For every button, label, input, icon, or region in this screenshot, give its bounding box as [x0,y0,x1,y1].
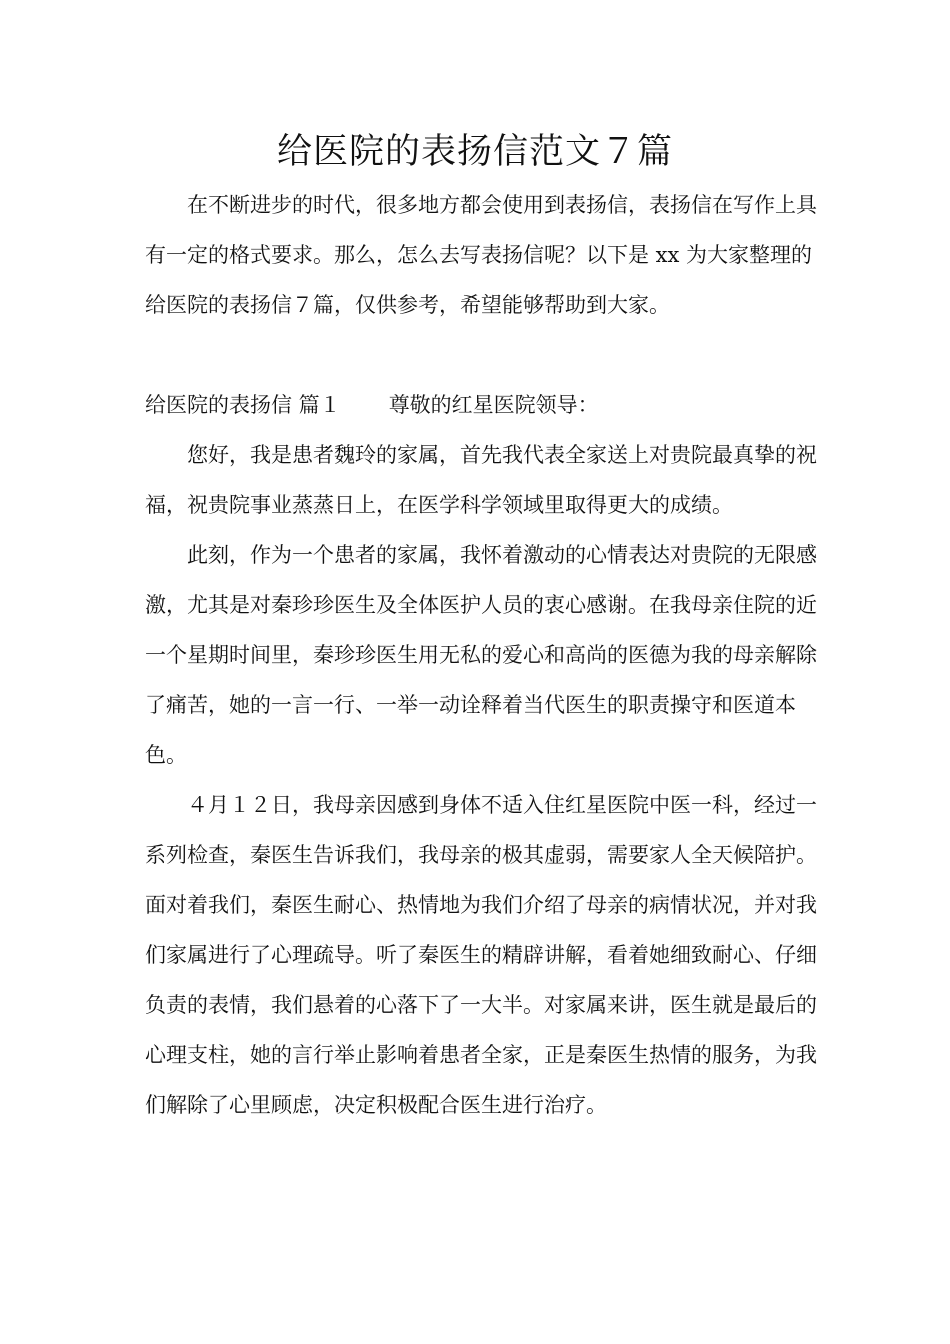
document-title: 给医院的表扬信范文７篇 [276,132,673,172]
document-body [145,180,825,1130]
body-paragraph: ４月１２日，我母亲因感到身体不适入住红星医院中医一科，经过一系列检查，秦医生告诉我们，我母亲的极其虚弱，需要家人全天候陪护。面对着我们，秦医生耐心、热情地为我们介绍了母亲的病情状况，并对我们家属进行了心理疏导。听了秦医生的精辟讲解，看着她细致耐心、仔细负责的表情，我们悬着的心落下了一大半。对家属来讲，医生就是最后的心理支柱，她的言行举止影响着患者全家，正是秦医生热情的服务，为我们解除了心里顾虑，决定积极配合医生进行治疗。 [145,793,817,1117]
body-paragraph: 此刻，作为一个患者的家属，我怀着激动的心情表达对贵院的无限感激，尤其是对秦珍珍医生及全体医护人员的衷心感谢。在我母亲住院的近一个星期时间里，秦珍珍医生用无私的爱心和高尚的医德为我的母亲解除了痛苦，她的一言一行、一举一动诠释着当代医生的职责操守和医道本色。 [145,543,817,767]
blank-line [145,330,825,380]
section-heading-line [145,380,825,430]
section-heading: 给医院的表扬信 篇１ [145,393,341,417]
intro-paragraph: 在不断进步的时代，很多地方都会使用到表扬信，表扬信在写作上具有一定的格式要求。那么，怎么去写表扬信呢？以下是 xx 为大家整理的给医院的表扬信７篇，仅供参考，希望能够帮助到大家。 [145,193,817,317]
salutation: 尊敬的红星医院领导： [388,393,599,417]
body-paragraph: 您好，我是患者魏玲的家属，首先我代表全家送上对贵院最真挚的祝福，祝贵院事业蒸蒸日上，在医学科学领域里取得更大的成绩。 [145,443,817,517]
